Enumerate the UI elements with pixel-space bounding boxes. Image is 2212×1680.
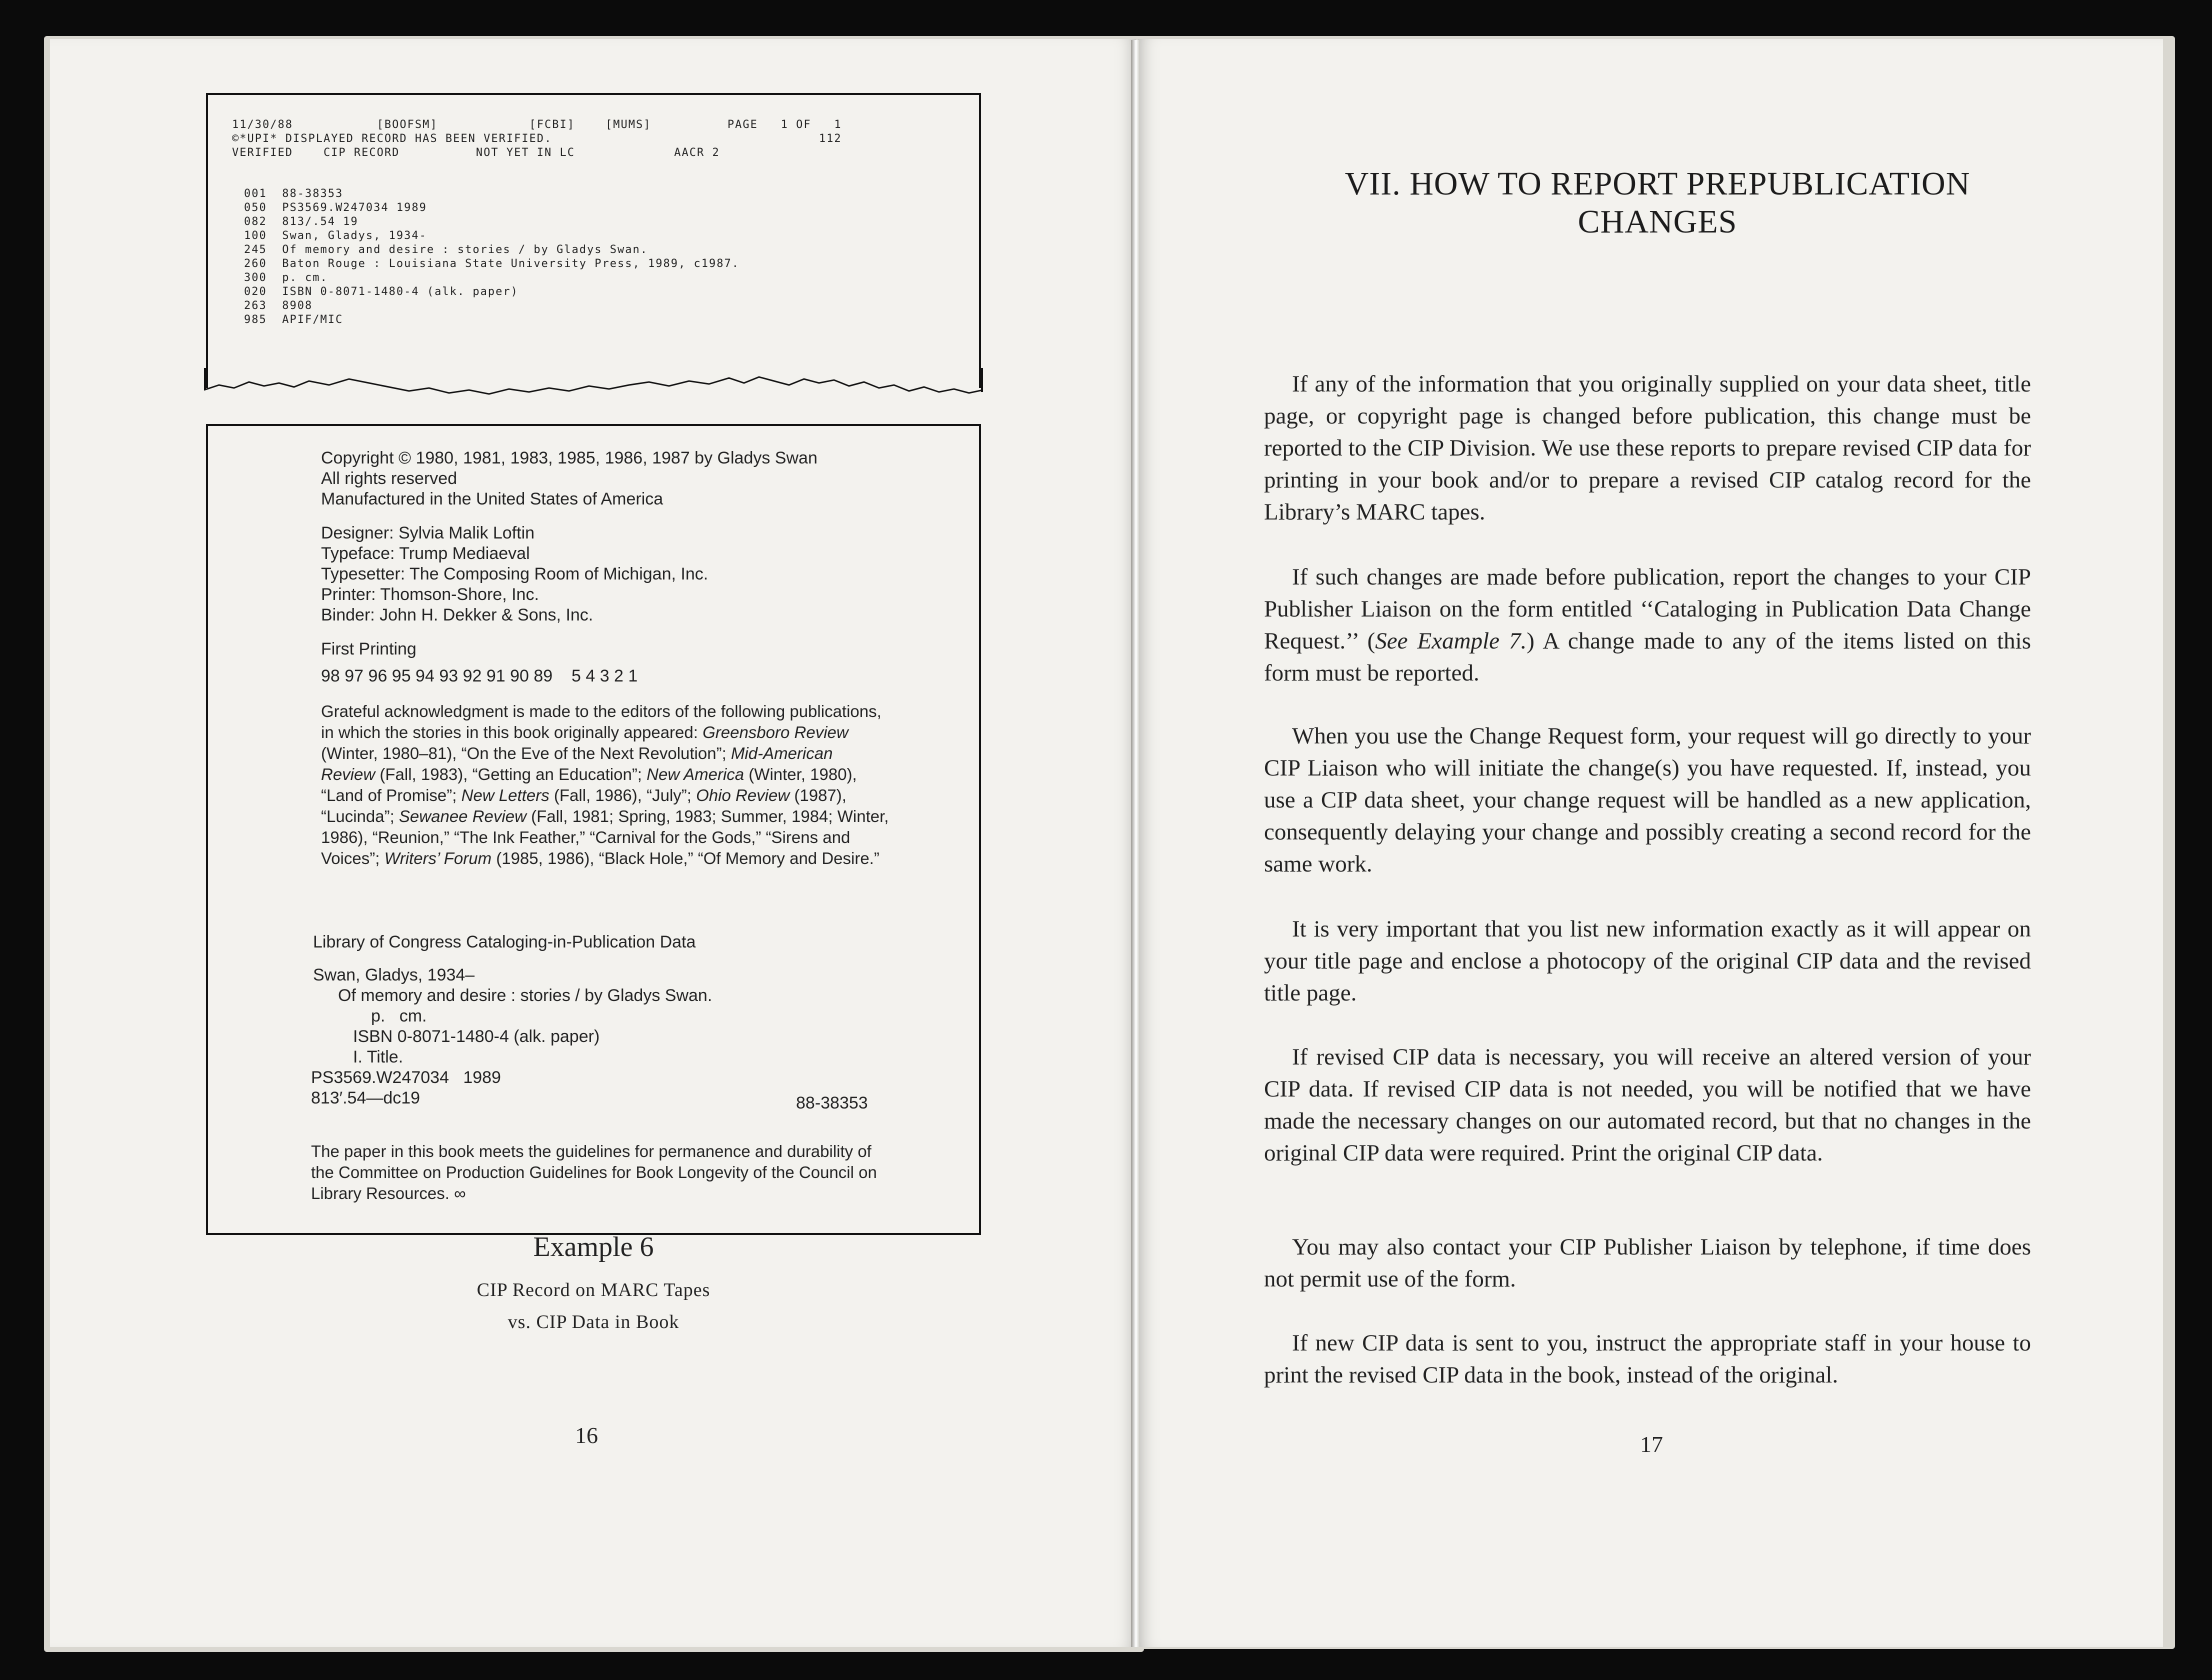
cip-data-box [206, 424, 981, 1235]
example-title: Example 6 [533, 1232, 654, 1262]
copyright-line: Manufactured in the United States of America [321, 490, 664, 508]
lc-cip-heading: Library of Congress Cataloging-in-Publication Data [313, 932, 696, 952]
paragraph: You may also contact your CIP Publisher Liaison by telephone, if time does not permit use of the form. [1264, 1234, 2031, 1292]
page-number-right: 17 [1640, 1432, 1663, 1457]
paragraph: If new CIP data is sent to you, instruct the appropriate staff in your house to print the revised CIP data in the book, instead of the original. [1264, 1330, 2031, 1388]
example-subtitle-line-1: CIP Record on MARC Tapes [476, 1280, 710, 1300]
credit-line: Designer: Sylvia Malik Loftin [321, 524, 535, 542]
screen-field: 300 p. cm. [244, 272, 328, 284]
cip-entry-dewey: 813′.54—dc19 [311, 1088, 420, 1108]
copyright-line: All rights reserved [321, 469, 458, 488]
credit-line: Typeface: Trump Mediaeval [321, 544, 530, 563]
book-gutter [1131, 40, 1140, 1647]
copyright-line: Copyright © 1980, 1981, 1983, 1985, 1986, 1987 by Gladys Swan [321, 448, 818, 468]
cip-entry-title: Of memory and desire : stories / by Gladys Swan. [338, 986, 712, 1005]
cip-entry-callno: PS3569.W247034 1989 [311, 1068, 501, 1087]
credit-line: Typesetter: The Composing Room of Michigan, Inc. [321, 564, 708, 584]
cip-entry-author: Swan, Gladys, 1934– [313, 966, 475, 984]
cip-entry-lccn: 88-38353 [796, 1094, 868, 1112]
screen-field: 020 ISBN 0-8071-1480-4 (alk. paper) [244, 286, 518, 298]
screen-field: 001 88-38353 [244, 188, 344, 200]
printing-numbers: 98 97 96 95 94 93 92 91 90 89 5 4 3 2 1 [321, 666, 638, 686]
chapter-heading-line-2: CHANGES [1578, 204, 1738, 240]
paragraph: If such changes are made before publication, report the changes to your CIP Publisher Liaison on the form entitled ‘‘Cataloging in Publication Data Change Request.’’ (See Example 7.) A change made to any of the items listed on this form must be reported. [1264, 564, 2031, 686]
cip-entry-subject: I. Title. [353, 1048, 404, 1066]
screen-field: 985 APIF/MIC [244, 314, 344, 326]
cip-entry-pages: p. cm. [371, 1006, 427, 1026]
screen-field: 260 Baton Rouge : Louisiana State University Press, 1989, c1987. [244, 258, 740, 270]
screen-header-line-2: ©*UPI* DISPLAYED RECORD HAS BEEN VERIFIED. 112 [232, 132, 842, 145]
acknowledgment-paragraph: Grateful acknowledgment is made to the editors of the following publications, in which the stories in this book originally appeared: Greensboro Review (Winter, 1980–81), “On the Eve of the Next Revolution”; Mid-American Review (Fall, 1983), “Getting an Education”; New America (Winter, 1980), “Land of Promise”; New Letters (Fall, 1986), “July”; Ohio Review (1987), “Lucinda”; Sewanee Review (Fall, 1981; Spring, 1983; Summer, 1984; Winter, 1986), “Reunion,” “The Ink Feather,” “Carnival for the Gods,” “Sirens and Voices”; Writers’ Forum (1985, 1986), “Black Hole,” “Of Memory and Desire.” [321, 702, 889, 868]
paragraph: If revised CIP data is necessary, you will receive an altered version of your CIP data. If revised CIP data is not needed, you will be notified that we have made the necessary changes on our automated record, but that no changes in the original CIP data were required. Print the original CIP data. [1264, 1044, 2031, 1166]
screen-header-line-3: VERIFIED CIP RECORD NOT YET IN LC AACR 2 [232, 146, 720, 159]
marc-screen-printout [206, 93, 981, 388]
example-subtitle-line-2: vs. CIP Data in Book [508, 1312, 680, 1332]
credit-line: Printer: Thomson-Shore, Inc. [321, 585, 539, 604]
screen-header-line-1: 11/30/88 [BOOFSM] [FCBI] [MUMS] PAGE 1 OF 1 [232, 118, 842, 131]
chapter-heading-line-1: VII. HOW TO REPORT PREPUBLICATION [1344, 166, 1970, 202]
cip-entry-isbn: ISBN 0-8071-1480-4 (alk. paper) [353, 1027, 600, 1046]
paragraph: It is very important that you list new information exactly as it will appear on your title page and enclose a photocopy of the original CIP data and the revised title page. [1264, 916, 2031, 1006]
chapter-heading [1265, 165, 2050, 241]
paper-permanence-note: The paper in this book meets the guidelines for permanence and durability of the Committee on Production Guidelines for Book Longevity of the Council on Library Resources. ∞ [311, 1142, 877, 1202]
screen-field: 082 813/.54 19 [244, 216, 358, 228]
screen-field: 245 Of memory and desire : stories / by Gladys Swan. [244, 244, 648, 256]
torn-edge-line [204, 368, 983, 398]
credit-line: Binder: John H. Dekker & Sons, Inc. [321, 606, 594, 624]
screen-field: 050 PS3569.W247034 1989 [244, 202, 427, 214]
printing-label: First Printing [321, 640, 416, 658]
screen-field: 263 8908 [244, 300, 313, 312]
paragraph: When you use the Change Request form, your request will go directly to your CIP Liaison who will initiate the change(s) you have requested. If, instead, you use a CIP data sheet, your change request will be handled as a new application, consequently delaying your change and possibly creating a second record for the same work. [1264, 723, 2031, 877]
page-number-left: 16 [575, 1422, 598, 1448]
screen-field: 100 Swan, Gladys, 1934- [244, 230, 427, 242]
paragraph: If any of the information that you originally supplied on your data sheet, title page, or copyright page is changed before publication, this change must be reported to the CIP Division. We use these reports to prepare revised CIP data for printing in your book and/or to prepare a revised CIP catalog record for the Library’s MARC tapes. [1264, 371, 2031, 525]
